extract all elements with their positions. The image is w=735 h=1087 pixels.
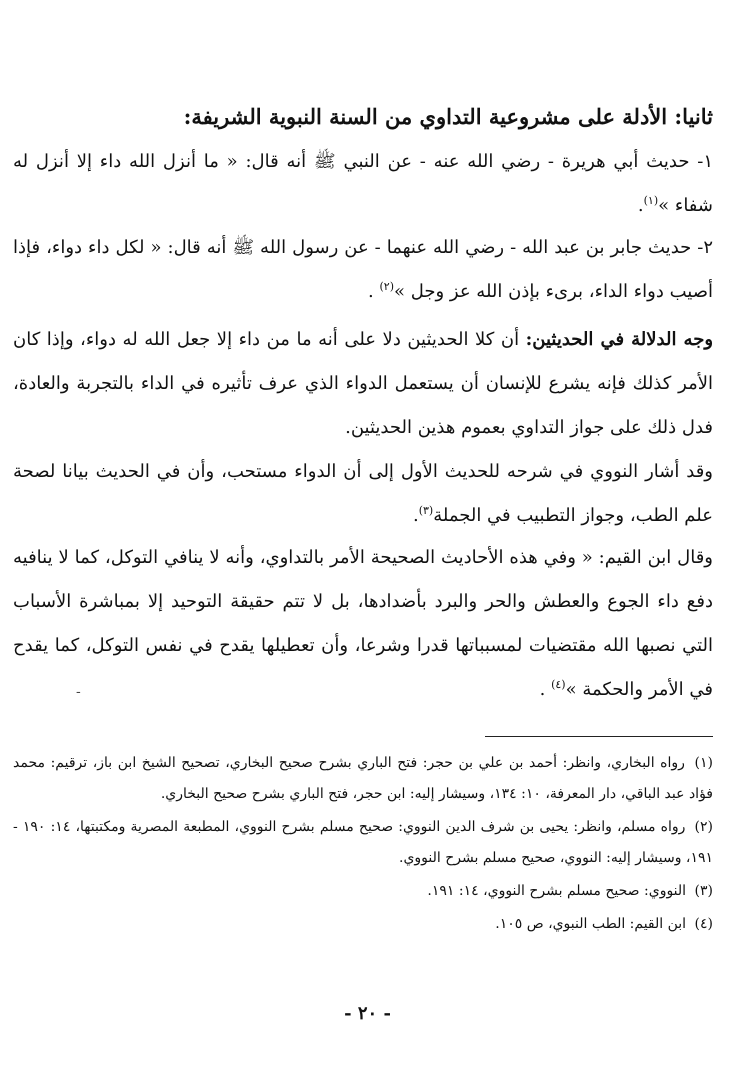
hadith-1-end: . [637,195,644,216]
footnote-4-text: ابن القيم: الطب النبوي، ص ١٠٥. [495,916,687,932]
evidence-paragraph [13,318,713,450]
ibn-qayyim-text: وقال ابن القيم: « وفي هذه الأحاديث الصحيحة الأمر بالتداوي، وأنه لا ينافي التوكل، كما لا ينافيه دفع داء الجوع والعطش والحر والبرد بأضدادها، بل لا تتم حقيقة التوحيد إلا بمباشرة الأسباب التي نصبها الله مقتضيات لمسبباتها قدرا وشرعا، وأن تعطيلها يقدح في نفس التوكل، كما يقدح في الأمر والحكمة » [13,547,713,700]
page-number: - ٢٠ - [344,1003,391,1024]
footnote-1-text: رواه البخاري، وانظر: أحمد بن علي بن حجر: فتح الباري بشرح صحيح البخاري، تصحيح الشيخ ابن باز، ترقيم: محمد فؤاد عبد الباقي، دار المعرفة، ١٠: ١٣٤، وسيشار إليه: ابن حجر، فتح الباري بشرح صحيح البخاري. [13,755,713,802]
section-heading: ثانيا: الأدلة على مشروعية التداوي من السنة النبوية الشريفة: [183,104,713,129]
footnote-ref-3[interactable]: (٣) [418,504,434,517]
nawawi-end: . [412,505,419,526]
footnote-2-number: (٢) [694,819,713,835]
footnote-ref-4[interactable]: (٤) [551,678,566,691]
footnote-ref-1[interactable]: (١) [643,194,659,207]
footnote-2-text: رواه مسلم، وانظر: يحيى بن شرف الدين النووي: صحيح مسلم بشرح النووي، المطبعة المصرية ومكتبتها، ١٤: ١٩٠ - ١٩١، وسيشار إليه: النووي، صحيح مسلم بشرح النووي. [13,819,713,866]
footnote-1 [13,748,713,810]
footnote-1-number: (١) [694,755,713,771]
hadith-2-text: ٢- حديث جابر بن عبد الله - رضي الله عنهما - عن رسول الله ﷺ أنه قال: « لكل داء دواء، فإذا أصيب دواء الداء، برىء بإذن الله عز وجل » [13,237,713,302]
footnote-4 [13,909,713,940]
footnote-3 [13,876,713,907]
hadith-paragraph-1 [13,140,713,228]
footnotes-section [13,748,713,942]
footnote-ref-2[interactable]: (٢) [379,280,394,293]
hadith-1-text: ١- حديث أبي هريرة - رضي الله عنه - عن النبي ﷺ أنه قال: « ما أنزل الله داء إلا أنزل له شفاء » [13,151,713,216]
trailing-mark: - [76,684,81,700]
footnote-4-number: (٤) [694,916,713,932]
footnote-3-text: النووي: صحيح مسلم بشرح النووي، ١٤: ١٩١. [427,883,687,899]
evidence-text: أن كلا الحديثين دلا على أنه ما من داء إلا جعل الله له دواء، وإذا كان الأمر كذلك فإنه يشرع للإنسان أن يستعمل الدواء الذي عرف تأثيره في الداء بالتجربة والعادة، فدل ذلك على جواز التداوي بعموم هذين الحديثين. [13,329,713,438]
footnote-3-number: (٣) [694,883,713,899]
ibn-qayyim-end: . [539,679,552,700]
nawawi-text: وقد أشار النووي في شرحه للحديث الأول إلى أن الدواء مستحب، وأن في الحديث بيانا لصحة علم الطب، وجواز التطبيب في الجملة [13,461,713,526]
footnote-separator [485,736,713,737]
footnote-2 [13,812,713,874]
ibn-qayyim-paragraph [13,536,713,712]
nawawi-paragraph [13,450,713,538]
evidence-lead: وجه الدلالة في الحديثين: [525,329,714,350]
hadith-2-end: . [368,281,380,302]
hadith-paragraph-2 [13,226,713,314]
